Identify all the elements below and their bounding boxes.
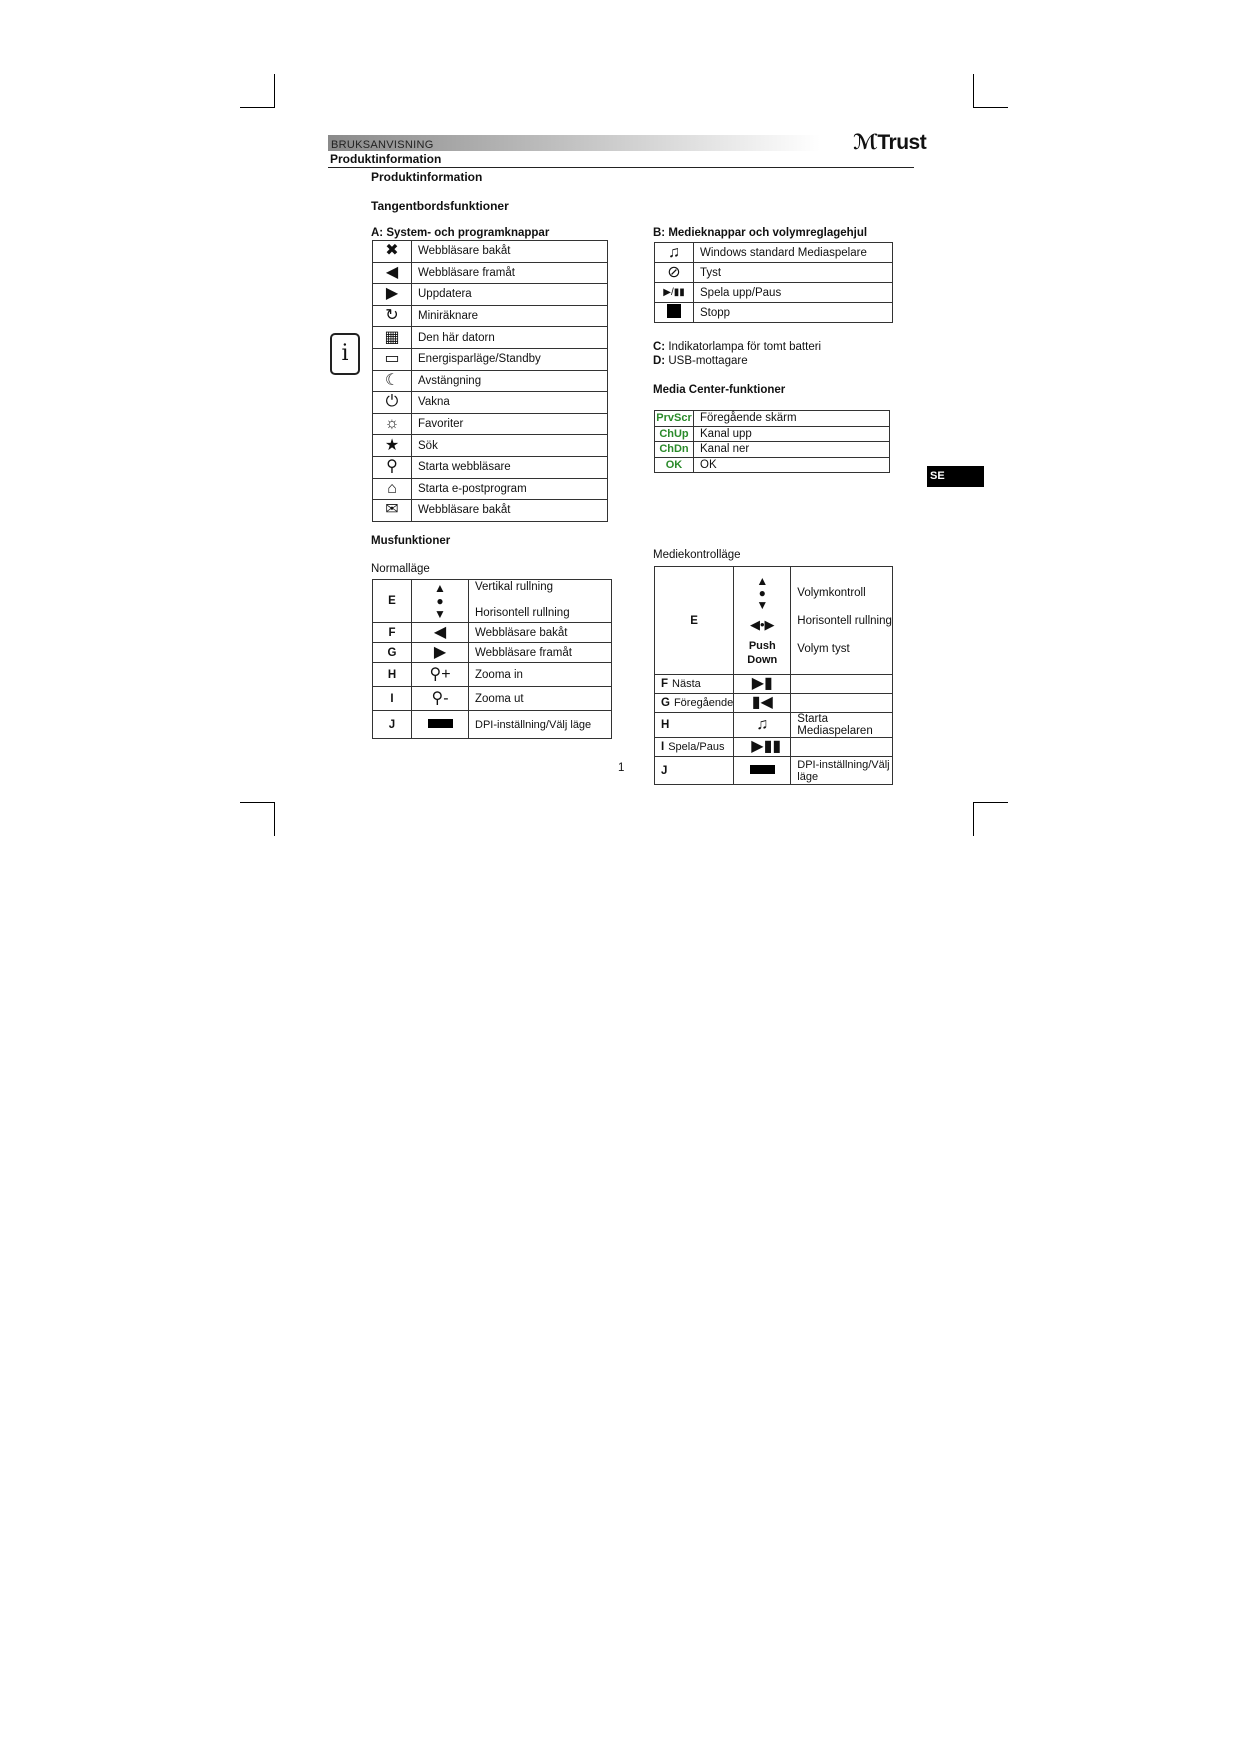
normal-row-key: F <box>373 623 412 643</box>
system-row-label: Favoriter <box>412 413 608 435</box>
system-row-label: Energisparläge/Standby <box>412 348 608 370</box>
media-row <box>655 303 893 323</box>
crop-mark-top-right-v <box>973 74 974 108</box>
media-row-name: Spela/Paus <box>668 741 725 753</box>
media-control-heading: Mediekontrolläge <box>653 549 741 561</box>
media-row-label: Spela upp/Paus <box>694 283 893 303</box>
normal-mode-table <box>372 579 612 739</box>
header-bar <box>328 135 820 151</box>
header-subtitle: Produktinformation <box>330 152 442 166</box>
normal-row-key: I <box>373 687 412 711</box>
system-row-label: Webbläsare bakåt <box>412 500 608 522</box>
media-e-label-0: Volymkontroll <box>797 586 866 599</box>
media-control-row <box>655 694 893 713</box>
page-number: 1 <box>618 762 625 774</box>
media-table <box>654 242 893 323</box>
note-c: C: Indikatorlampa för tomt batteri <box>653 341 822 353</box>
page-title: Produktinformation <box>371 170 483 184</box>
normal-row-label: DPI-inställning/Välj läge <box>469 711 612 739</box>
normal-row-label: Webbläsare bakåt <box>469 623 612 643</box>
media-center-code: ChDn <box>655 442 694 458</box>
system-row <box>373 262 608 284</box>
system-row <box>373 478 608 500</box>
media-control-label <box>791 738 893 757</box>
system-row <box>373 456 608 478</box>
arrow-left-icon: ◀ <box>385 263 399 281</box>
close-x-icon: ✖ <box>385 242 399 260</box>
system-row-label: Starta webbläsare <box>412 456 608 478</box>
media-control-row <box>655 713 893 738</box>
normal-mode-row <box>373 643 612 663</box>
magnifier-icon: ⚲ <box>386 458 398 476</box>
media-row-key: G <box>661 697 670 709</box>
media-row-key: H <box>661 719 670 731</box>
normal-row-key: G <box>373 643 412 663</box>
normal-row-label: Zooma ut <box>469 687 612 711</box>
volume-scroll-icon: ▲ ● ▼ <box>756 573 769 612</box>
media-row-label: Stopp <box>694 303 893 323</box>
media-center-code: OK <box>655 457 694 473</box>
crop-mark-bottom-left-v <box>274 802 275 836</box>
media-row <box>655 263 893 283</box>
normal-e-key: E <box>373 580 412 623</box>
arrow-left-icon: ◀ <box>433 623 447 641</box>
crop-mark-top-left-h <box>240 107 275 108</box>
media-center-label: Kanal ner <box>694 442 890 458</box>
zoom-out-icon: ⚲- <box>431 689 449 707</box>
system-row-label: Avstängning <box>412 370 608 392</box>
system-row <box>373 284 608 306</box>
envelope-icon: ✉ <box>385 501 399 519</box>
system-row <box>373 305 608 327</box>
power-icon: ⏻ <box>385 393 399 411</box>
header-section: BRUKSANVISNING <box>331 139 434 151</box>
crop-mark-bottom-left-h <box>240 802 275 803</box>
mute-icon: ⊘ <box>667 263 681 281</box>
system-row-label: Vakna <box>412 392 608 414</box>
note-d: D: USB-mottagare <box>653 355 748 367</box>
crop-mark-top-left-v <box>274 74 275 108</box>
home-icon: ⌂ <box>387 479 397 497</box>
normal-mode-heading: Normalläge <box>371 563 430 575</box>
system-row <box>373 327 608 349</box>
media-control-row <box>655 675 893 694</box>
media-center-code: PrvScr <box>656 412 692 425</box>
media-row-key: I <box>661 741 665 753</box>
refresh-icon: ↻ <box>385 307 399 325</box>
normal-row-label: Webbläsare framåt <box>469 643 612 663</box>
laptop-icon: ▭ <box>384 350 400 368</box>
crop-mark-bottom-right-v <box>973 802 974 836</box>
normal-row-label: Zooma in <box>469 663 612 687</box>
previous-track-icon: ▮◀ <box>751 694 773 711</box>
media-e-label-2: Volym tyst <box>797 642 850 655</box>
mouse-heading: Musfunktioner <box>371 535 451 547</box>
system-row <box>373 370 608 392</box>
media-control-label: Starta Mediaspelaren <box>791 713 893 738</box>
crop-mark-top-right-h <box>973 107 1008 108</box>
music-note-icon: ♫ <box>668 243 680 261</box>
info-icon: i <box>330 333 360 375</box>
media-e-key: E <box>655 567 734 675</box>
media-center-row <box>655 442 890 458</box>
play-pause-icon: ▶▮▮ <box>751 738 782 755</box>
media-center-label: OK <box>694 457 890 473</box>
system-row-label: Starta e-postprogram <box>412 478 608 500</box>
calculator-icon: ▦ <box>384 328 400 346</box>
media-center-label: Föregående skärm <box>694 411 890 427</box>
media-control-row <box>655 757 893 785</box>
normal-mode-row <box>373 711 612 739</box>
media-center-table <box>654 410 890 473</box>
media-center-label: Kanal upp <box>694 426 890 442</box>
media-control-label <box>791 675 893 694</box>
media-center-row <box>655 426 890 442</box>
media-row <box>655 243 893 263</box>
system-table <box>372 240 608 522</box>
normal-row-key: H <box>373 663 412 687</box>
play-pause-icon: ▶/▮▮ <box>663 286 685 298</box>
media-row-name: Nästa <box>672 678 701 690</box>
star-icon: ★ <box>384 436 400 454</box>
system-row-label: Den här datorn <box>412 327 608 349</box>
system-row-label: Sök <box>412 435 608 457</box>
normal-mode-row <box>373 623 612 643</box>
media-control-label: DPI-inställning/Välj läge <box>791 757 893 785</box>
normal-e-label-0: Vertikal rullning <box>475 581 553 593</box>
dpi-button-icon <box>428 719 453 728</box>
normal-row-key: J <box>373 711 412 739</box>
media-center-row <box>655 457 890 473</box>
media-row-key: J <box>661 764 668 777</box>
next-track-icon: ▶▮ <box>751 675 773 692</box>
system-row-label: Webbläsare framåt <box>412 262 608 284</box>
system-row-label: Uppdatera <box>412 284 608 306</box>
system-row-label: Miniräknare <box>412 305 608 327</box>
media-center-row <box>655 411 890 427</box>
media-control-label <box>791 694 893 713</box>
system-row <box>373 435 608 457</box>
media-e-label-1: Horisontell rullning <box>797 614 892 627</box>
logo-mark-icon: ℳ <box>853 131 878 154</box>
horizontal-scroll-icon: ◀•▶ <box>750 616 775 632</box>
media-center-heading: Media Center-funktioner <box>653 384 786 396</box>
stop-icon <box>667 304 681 318</box>
system-row <box>373 241 608 263</box>
media-row-name: Föregående <box>673 697 734 709</box>
language-tab: SE <box>927 466 984 487</box>
media-row-key: F <box>661 678 669 690</box>
arrow-right-icon: ▶ <box>433 643 447 661</box>
system-row <box>373 392 608 414</box>
arrow-right-icon: ▶ <box>385 285 399 303</box>
vertical-scroll-icon: ▲ ● ▼ <box>434 580 446 621</box>
trust-logo: ℳTrust <box>853 131 927 154</box>
system-row <box>373 348 608 370</box>
crop-mark-bottom-right-h <box>973 802 1008 803</box>
media-heading: B: Medieknappar och volymreglagehjul <box>653 227 868 239</box>
push-down-label: Push Down <box>747 639 778 666</box>
sunrise-icon: ☼ <box>384 415 400 433</box>
zoom-in-icon: ⚲+ <box>429 665 451 683</box>
media-center-code: ChUp <box>655 426 694 442</box>
media-row-label: Tyst <box>694 263 893 283</box>
moon-icon: ☾ <box>384 371 400 389</box>
media-control-table <box>654 566 893 785</box>
keyboard-heading: Tangentbordsfunktioner <box>371 199 509 213</box>
media-control-row <box>655 738 893 757</box>
normal-mode-row <box>373 687 612 711</box>
normal-e-label-1: Horisontell rullning <box>475 607 570 619</box>
media-row <box>655 283 893 303</box>
system-row <box>373 413 608 435</box>
system-row-label: Webbläsare bakåt <box>412 241 608 263</box>
header-rule <box>328 167 914 168</box>
normal-mode-row <box>373 663 612 687</box>
media-row-label: Windows standard Mediaspelare <box>694 243 893 263</box>
music-note-icon: ♫ <box>756 716 769 733</box>
system-row <box>373 500 608 522</box>
dpi-button-icon <box>750 765 775 774</box>
system-heading: A: System- och programknappar <box>371 227 550 239</box>
